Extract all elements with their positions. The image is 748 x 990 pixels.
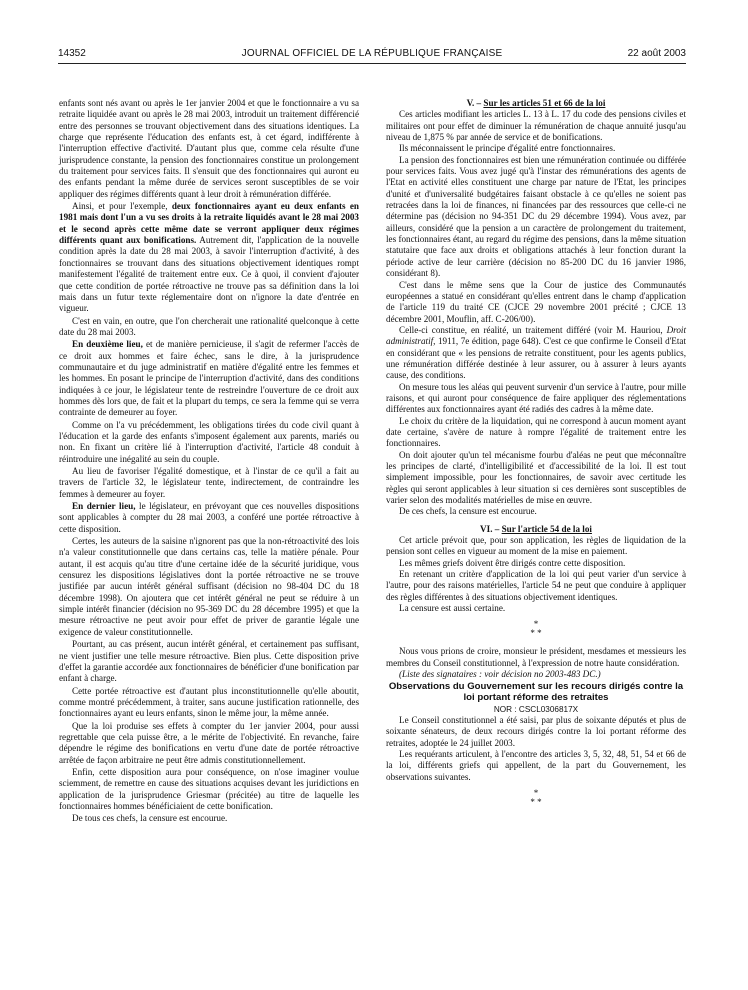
page-header <box>58 48 686 62</box>
paragraph: Les requérants articulent, à l'encontre des articles 3, 5, 32, 48, 51, 54 et 66 de la loi, différents griefs qui appellent, de la part du Gouvernement, les observations suivantes. <box>386 748 686 782</box>
paragraph: Au lieu de favoriser l'égalité domestique, et à l'instar de ce qu'il a fait au travers de l'article 32, le législateur tente, indirectement, de contraindre les femmes à demeurer au foyer. <box>59 466 359 499</box>
asterism: * * * <box>530 787 542 807</box>
paragraph: En retenant un critère d'application de la loi qui peut varier d'un service à l'autre, pour des raisons matérielles, l'article 54 ne peut que conduire à appliquer des règles différentes à des situations objectivement identiques. <box>386 569 686 602</box>
bold-passage: deux fonctionnaires ayant eu deux enfants en 1981 mais dont l'un a vu ses droits à la retraite liquidés avant le 28 mai 2003 et le second après cette même date se verront appliquer deux régimes différents quant aux bonifications. <box>59 201 359 246</box>
left-column <box>59 98 359 825</box>
paragraph: Celle-ci constitue, en réalité, un traitement différé (voir M. Hauriou, Droit administratif, 1911, 7e édition, page 648). C'est ce que confirme le Conseil d'Etat en considérant que « les pensions de retraite constituent, pour les agents publics, une rémunération différée destinée à leur assurer, ou à assurer à leurs ayants cause, des conditions. <box>386 324 686 381</box>
paragraph: En deuxième lieu, et de manière pernicieuse, il s'agit de refermer l'accès de ce droit aux hommes et faire échec, sans le dire, à la jurisprudence communautaire et du juge administratif en matière d'égalité entre les femmes et les hommes. En posant le principe de l'interruption d'activité, dans des conditions indiquées à ce jour, le législateur tente de restreindre l'ouverture de ce droit aux hommes dès lors que, de fait et la plupart du temps, ce sera la femme qui se verra contrainte de demeurer au foyer. <box>59 339 360 418</box>
paragraph: C'est en vain, en outre, que l'on chercherait une rationalité quelconque à cette date du 28 mai 2003. <box>59 315 359 337</box>
paragraph: La censure est aussi certaine. <box>399 603 506 614</box>
paragraph: Cet article prévoit que, pour son application, les règles de liquidation de la pension sont celles en vigueur au moment de la mise en paiement. <box>386 535 686 557</box>
bold-lead: En deuxième lieu, <box>72 339 143 350</box>
journal-title: JOURNAL OFFICIEL DE LA RÉPUBLIQUE FRANÇAISE <box>241 48 503 59</box>
paragraph: Enfin, cette disposition aura pour conséquence, on n'ose imaginer voulue sciemment, de remettre en cause des situations acquises devant les juridictions en application de la jurisprudence Griesmar (précitée) au titre de laquelle les fonctionnaires hommes bénéficiaient de cette bonification. <box>59 766 359 811</box>
paragraph: Cette portée rétroactive est d'autant plus inconstitutionnelle qu'elle aboutit, comme montré précédemment, à traiter, sans aucune justification rationnelle, des fonctionnaires ayant eu leurs enfants, sinon le même jour, la même année. <box>59 685 359 719</box>
paragraph: enfants sont nés avant ou après le 1er janvier 2004 et que le fonctionnaire a vu sa retraite liquidée avant ou après le 28 mai 2003, introduit un traitement différencié entre des personnes se trouvant objectivement dans des situations identiques. La charge que représente l'éducation des enfants est, à cet égard, indifférente à l'interruption effective d'activité. D'autant plus que, comme cela résulte d'une jurisprudence constante, la pension des fonctionnaires constitue un prolongement du traitement pour services faits. Il s'ensuit que des fonctionnaires qui auront eu des enfants pendant la même durée de services seront susceptibles de se voir appliquer des régimes différents quant à leur droit à rémunération différée. <box>59 98 359 199</box>
page-number: 14352 <box>58 48 86 59</box>
paragraph: De ces chefs, la censure est encourue. <box>399 506 537 517</box>
paragraph: C'est dans le même sens que la Cour de justice des Communautés européennes a statué en considérant qu'elles entrent dans le champ d'application de l'article 119 du traité CE (CJCE 29 novembre 2001 précité ; CJCE 13 décembre 2001, Mouflin, aff. C-206/00). <box>386 279 686 324</box>
paragraph: Les mêmes griefs doivent être dirigés contre cette disposition. <box>399 557 626 568</box>
paragraph: Le choix du critère de la liquidation, qui ne correspond à aucun moment ayant date certaine, s'avère de nature à rompre l'égalité de traitement entre les fonctionnaires. <box>386 415 686 449</box>
paragraph: Pourtant, au cas présent, aucun intérêt général, et certainement pas suffisant, ne vient justifier une telle mesure rétroactive. Bien plus. Cette disposition prive d'effet la garantie accordée aux fonctionnaires de bénéficier d'une bonification par enfant à charge. <box>59 639 359 684</box>
nor-reference: NOR : CSCL0306817X <box>493 704 579 714</box>
paragraph: On mesure tous les aléas qui peuvent survenir d'un service à l'autre, pour mille raisons, et qui auront pour conséquence de faire appliquer des réglementations différentes aux fonctionnaires ayant été radiés des cadres à la même date. <box>386 381 686 415</box>
paragraph: La pension des fonctionnaires est bien une rémunération continuée ou différée pour services faits. Vous avez jugé qu'à l'instar des rémunérations des agents de l'Etat en activité elles constituent une charge par nature de l'Etat, les principes d'unité et d'universalité budgétaires faisant obstacle à ce qu'elles ne soient pas retracées dans la loi de finances, ni financées par des ressources que celle-ci ne détermine pas (décision no 94-351 DC du 29 décembre 1994). Vous avez, par ailleurs, considéré que la pension a un caractère de prolongement du traitement, les fonctionnaires étant, au regard du régime des pensions, dans la même situation statutaire que face aux droits et obligations attachés à leur fonction durant la période active de leur carrière (décision no 85-200 DC du 16 janvier 1986, considérant 8). <box>386 154 686 279</box>
paragraph: En dernier lieu, le législateur, en prévoyant que ces nouvelles dispositions sont applicables à compter du 28 mai 2003, a conféré une portée rétroactive à cette disposition. <box>59 501 359 534</box>
paragraph: De tous ces chefs, la censure est encourue. <box>72 813 228 824</box>
paragraph: Ils méconnaissent le principe d'égalité entre fonctionnaires. <box>399 143 616 154</box>
section-heading-vi: VI. – Sur l'article 54 de la loi <box>480 523 592 534</box>
header-rule <box>58 63 686 64</box>
signatories-note: (Liste des signataires : voir décision no 2003-483 DC.) <box>399 669 601 680</box>
paragraph: Ainsi, et pour l'exemple, deux fonctionnaires ayant eu deux enfants en 1981 mais dont l'un a vu ses droits à la retraite liquidés avant le 28 mai 2003 et le second après cette même date se verront appliquer deux régimes différents quant aux bonifications. Autrement dit, l'application de la nouvelle condition après la date du 28 mai 2003, à savoir l'interruption d'activité, à des fonctionnaires se trouvant dans des situations objectivement identiques rompt manifestement l'égalité de traitement entre eux. Ce à quoi, il convient d'ajouter que cette condition de portée rétroactive ne trouve pas sa définition dans la loi mais dans un futur texte réglementaire dont on n'ignore la date d'entrée en vigueur. <box>59 201 360 314</box>
paragraph: On doit ajouter qu'un tel mécanisme fourbu d'aléas ne peut que méconnaître les principes de clarté, d'intelligibilité et d'accessibilité de la loi. Il est tout simplement impossible, pour les fonctionnaires, de savoir avec certitude les règles qui seront applicables à leur situation si ces dernières sont susceptibles de varier selon des modalités matérielles de mise en œuvre. <box>386 449 686 506</box>
paragraph: Certes, les auteurs de la saisine n'ignorent pas que la non-rétroactivité des lois n'a valeur constitutionnelle que dans certains cas, telle la matière pénale. Pour autant, il est acquis qu'au titre d'une certaine idée de la sécurité juridique, vous censurez les dispositions législatives dont la portée rétroactive ne se trouve justifiée par aucun intérêt général suffisant (décision no 98-404 DC du 18 décembre 1998). On ajoutera que cet intérêt général ne peut se réduire à un simple intérêt financier (décision no 95-369 DC du 28 décembre 1995) et que la mesure rétroactive ne peut avoir pour effet de priver de garantie légale une exigence de valeur constitutionnelle. <box>59 536 359 637</box>
section-heading-v: V. – Sur les articles 51 et 66 de la loi <box>466 98 606 108</box>
paragraph: Que la loi produise ses effets à compter du 1er janvier 2004, pour aussi regrettable que cela puisse être, a le mérite de l'objectivité. En revanche, faire dépendre le régime des bonifications en vertu d'une date de portée rétroactive arrêtée de façon arbitraire ne peut être admis constitutionnellement. <box>59 720 359 765</box>
asterism: * * * <box>530 619 542 639</box>
bold-lead: En dernier lieu, <box>72 501 136 512</box>
right-column <box>386 98 686 815</box>
observations-title: Observations du Gouvernement sur les recours dirigés contre la loi portant réforme des retraites <box>388 680 684 703</box>
paragraph: Nous vous prions de croire, monsieur le président, mesdames et messieurs les membres du Conseil constitutionnel, à l'expression de notre haute considération. <box>386 646 686 668</box>
paragraph: Comme on l'a vu précédemment, les obligations tirées du code civil quant à l'éducation et la garde des enfants s'imposent également aux parents, mariés ou non. En fixant un critère lié à l'interruption d'activité, l'article 48 conduit à réintroduire une inégalité au sein du couple. <box>59 419 359 464</box>
publication-date: 22 août 2003 <box>627 48 686 59</box>
paragraph: Ces articles modifiant les articles L. 13 à L. 17 du code des pensions civiles et militaires ont pour effet de diminuer la rémunération de chaque annuité jusqu'au niveau de 1,875 % par année de service et de bonifications. <box>386 109 686 143</box>
paragraph: Le Conseil constitutionnel a été saisi, par plus de soixante députés et plus de soixante sénateurs, de deux recours dirigés contre la loi portant réforme des retraites, adoptée le 24 juillet 2003. <box>386 714 686 748</box>
